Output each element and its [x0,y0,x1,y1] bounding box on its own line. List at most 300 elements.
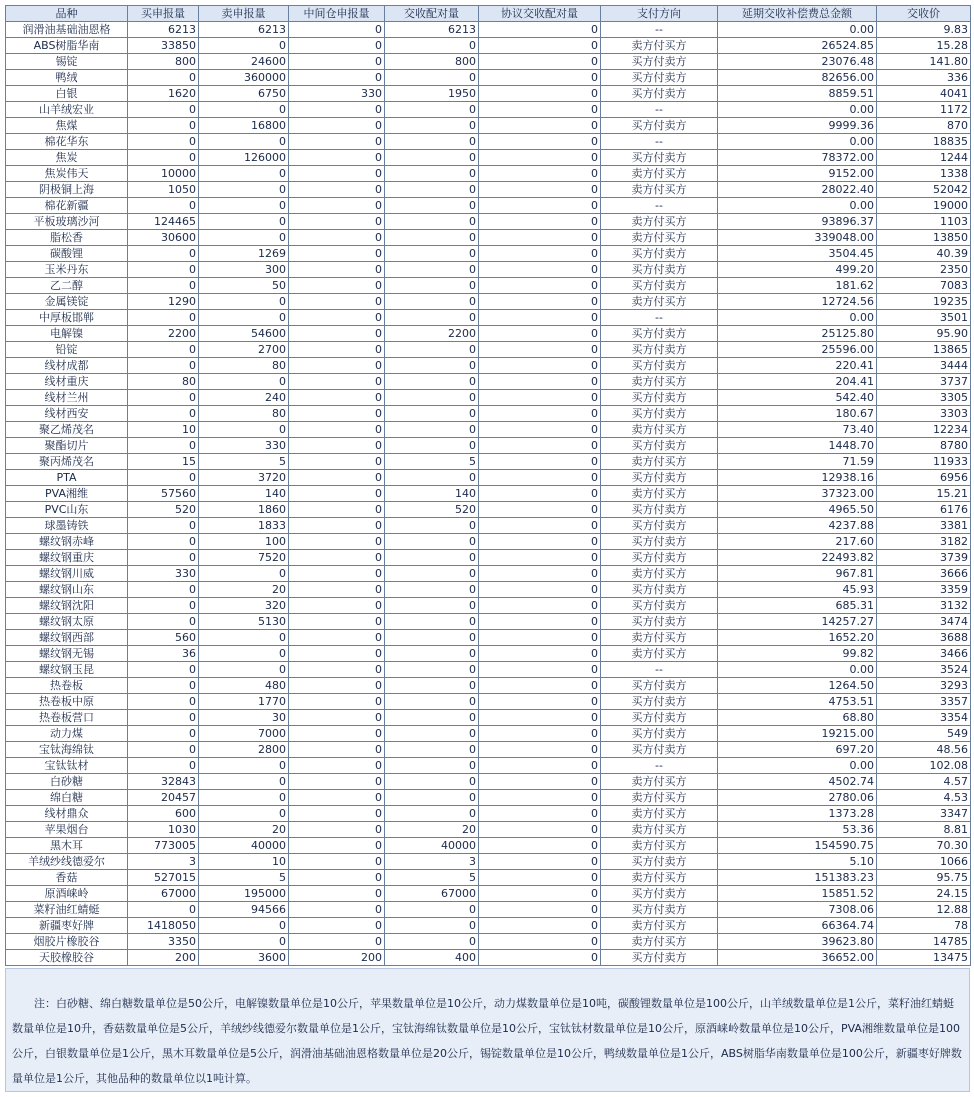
buy-qty-cell: 36 [128,646,199,662]
variety-cell: 螺纹钢玉昆 [6,662,128,678]
compensation-cell: 3504.45 [718,246,877,262]
matched-qty-cell: 0 [385,358,479,374]
buy-qty-cell: 0 [128,710,199,726]
agreement-qty-cell: 0 [479,774,601,790]
table-row [6,774,971,790]
intermediate-qty-cell: 0 [289,694,385,710]
matched-qty-cell: 0 [385,902,479,918]
buy-qty-cell: 0 [128,614,199,630]
buy-qty-cell: 0 [128,102,199,118]
delivery-price-cell: 95.75 [877,870,971,886]
delivery-price-cell: 12234 [877,422,971,438]
intermediate-qty-cell: 0 [289,262,385,278]
agreement-qty-cell: 0 [479,118,601,134]
intermediate-qty-cell: 0 [289,246,385,262]
sell-qty-cell: 0 [199,38,289,54]
intermediate-qty-cell: 0 [289,918,385,934]
compensation-cell: 339048.00 [718,230,877,246]
table-row [6,902,971,918]
sell-qty-cell: 0 [199,790,289,806]
agreement-qty-cell: 0 [479,822,601,838]
agreement-qty-cell: 0 [479,470,601,486]
buy-qty-cell: 520 [128,502,199,518]
intermediate-qty-cell: 0 [289,774,385,790]
agreement-qty-cell: 0 [479,438,601,454]
buy-qty-cell: 20457 [128,790,199,806]
payment-direction-cell: 买方付卖方 [601,150,718,166]
table-row [6,262,971,278]
delivery-price-cell: 13850 [877,230,971,246]
agreement-qty-cell: 0 [479,790,601,806]
delivery-price-cell: 336 [877,70,971,86]
table-row [6,374,971,390]
table-row [6,438,971,454]
variety-cell: 棉花新疆 [6,198,128,214]
agreement-qty-cell: 0 [479,838,601,854]
compensation-cell: 68.80 [718,710,877,726]
sell-qty-cell: 0 [199,662,289,678]
matched-qty-cell: 0 [385,582,479,598]
payment-direction-cell: -- [601,758,718,774]
matched-qty-cell: 0 [385,534,479,550]
compensation-cell: 697.20 [718,742,877,758]
table-row [6,406,971,422]
matched-qty-cell: 0 [385,566,479,582]
matched-qty-cell: 0 [385,390,479,406]
table-row [6,598,971,614]
payment-direction-cell: 卖方付买方 [601,294,718,310]
sell-qty-cell: 80 [199,406,289,422]
sell-qty-cell: 1770 [199,694,289,710]
compensation-cell: 0.00 [718,662,877,678]
payment-direction-cell: 买方付卖方 [601,262,718,278]
sell-qty-cell: 195000 [199,886,289,902]
compensation-cell: 181.62 [718,278,877,294]
variety-cell: 螺纹钢山东 [6,582,128,598]
payment-direction-cell: 卖方付买方 [601,774,718,790]
buy-qty-cell: 0 [128,582,199,598]
table-row [6,694,971,710]
buy-qty-cell: 124465 [128,214,199,230]
delivery-price-cell: 102.08 [877,758,971,774]
table-row [6,566,971,582]
intermediate-qty-cell: 0 [289,854,385,870]
agreement-qty-cell: 0 [479,262,601,278]
table-row [6,534,971,550]
table-row [6,198,971,214]
payment-direction-cell: 买方付卖方 [601,118,718,134]
buy-qty-cell: 3 [128,854,199,870]
table-row [6,86,971,102]
sell-qty-cell: 20 [199,582,289,598]
matched-qty-cell: 0 [385,150,479,166]
delivery-price-cell: 4.57 [877,774,971,790]
compensation-cell: 12724.56 [718,294,877,310]
payment-direction-cell: 买方付卖方 [601,678,718,694]
buy-qty-cell: 527015 [128,870,199,886]
compensation-cell: 542.40 [718,390,877,406]
payment-direction-cell: 买方付卖方 [601,326,718,342]
matched-qty-cell: 0 [385,422,479,438]
compensation-cell: 0.00 [718,758,877,774]
sell-qty-cell: 100 [199,534,289,550]
payment-direction-cell: 买方付卖方 [601,70,718,86]
compensation-cell: 22493.82 [718,550,877,566]
buy-qty-cell: 0 [128,534,199,550]
buy-qty-cell: 0 [128,358,199,374]
intermediate-qty-cell: 0 [289,838,385,854]
col-header-sell-qty: 卖申报量 [199,6,289,22]
buy-qty-cell: 0 [128,694,199,710]
matched-qty-cell: 5 [385,870,479,886]
compensation-cell: 15851.52 [718,886,877,902]
delivery-price-cell: 40.39 [877,246,971,262]
table-row [6,70,971,86]
buy-qty-cell: 0 [128,150,199,166]
matched-qty-cell: 800 [385,54,479,70]
buy-qty-cell: 1030 [128,822,199,838]
buy-qty-cell: 0 [128,470,199,486]
delivery-price-cell: 70.30 [877,838,971,854]
buy-qty-cell: 0 [128,278,199,294]
matched-qty-cell: 0 [385,214,479,230]
payment-direction-cell: 卖方付买方 [601,646,718,662]
delivery-price-cell: 870 [877,118,971,134]
agreement-qty-cell: 0 [479,150,601,166]
intermediate-qty-cell: 0 [289,582,385,598]
buy-qty-cell: 0 [128,726,199,742]
buy-qty-cell: 600 [128,806,199,822]
variety-cell: 宝钛钛材 [6,758,128,774]
sell-qty-cell: 10 [199,854,289,870]
compensation-cell: 0.00 [718,102,877,118]
payment-direction-cell: 卖方付买方 [601,422,718,438]
payment-direction-cell: -- [601,310,718,326]
agreement-qty-cell: 0 [479,166,601,182]
intermediate-qty-cell: 0 [289,54,385,70]
delivery-price-cell: 6956 [877,470,971,486]
matched-qty-cell: 0 [385,790,479,806]
agreement-qty-cell: 0 [479,406,601,422]
payment-direction-cell: 卖方付买方 [601,230,718,246]
table-row [6,886,971,902]
intermediate-qty-cell: 0 [289,646,385,662]
variety-cell: 鸭绒 [6,70,128,86]
payment-direction-cell: 买方付卖方 [601,470,718,486]
delivery-price-cell: 1103 [877,214,971,230]
intermediate-qty-cell: 0 [289,534,385,550]
sell-qty-cell: 94566 [199,902,289,918]
variety-cell: 螺纹钢无锡 [6,646,128,662]
buy-qty-cell: 0 [128,118,199,134]
payment-direction-cell: 卖方付买方 [601,166,718,182]
payment-direction-cell: 卖方付买方 [601,486,718,502]
intermediate-qty-cell: 0 [289,870,385,886]
matched-qty-cell: 0 [385,742,479,758]
variety-cell: 线材成都 [6,358,128,374]
sell-qty-cell: 50 [199,278,289,294]
matched-qty-cell: 0 [385,406,479,422]
buy-qty-cell: 0 [128,342,199,358]
buy-qty-cell: 1290 [128,294,199,310]
matched-qty-cell: 0 [385,934,479,950]
table-row [6,822,971,838]
agreement-qty-cell: 0 [479,502,601,518]
agreement-qty-cell: 0 [479,38,601,54]
sell-qty-cell: 16800 [199,118,289,134]
agreement-qty-cell: 0 [479,294,601,310]
agreement-qty-cell: 0 [479,326,601,342]
delivery-price-cell: 1066 [877,854,971,870]
buy-qty-cell: 0 [128,70,199,86]
payment-direction-cell: -- [601,198,718,214]
compensation-cell: 28022.40 [718,182,877,198]
compensation-cell: 45.93 [718,582,877,598]
payment-direction-cell: 买方付卖方 [601,54,718,70]
variety-cell: 螺纹钢赤峰 [6,534,128,550]
payment-direction-cell: 买方付卖方 [601,438,718,454]
variety-cell: 原酒崃岭 [6,886,128,902]
payment-direction-cell: 买方付卖方 [601,358,718,374]
delivery-price-cell: 11933 [877,454,971,470]
compensation-cell: 0.00 [718,198,877,214]
table-row [6,550,971,566]
variety-cell: 中厚板邯郸 [6,310,128,326]
agreement-qty-cell: 0 [479,54,601,70]
matched-qty-cell: 0 [385,630,479,646]
buy-qty-cell: 30600 [128,230,199,246]
payment-direction-cell: -- [601,134,718,150]
delivery-price-cell: 4.53 [877,790,971,806]
payment-direction-cell: 买方付卖方 [601,550,718,566]
delivery-price-cell: 7083 [877,278,971,294]
matched-qty-cell: 0 [385,518,479,534]
intermediate-qty-cell: 0 [289,118,385,134]
intermediate-qty-cell: 0 [289,886,385,902]
variety-cell: 热卷板 [6,678,128,694]
delivery-price-cell: 48.56 [877,742,971,758]
delivery-price-cell: 1338 [877,166,971,182]
payment-direction-cell: 买方付卖方 [601,614,718,630]
buy-qty-cell: 773005 [128,838,199,854]
intermediate-qty-cell: 0 [289,22,385,38]
payment-direction-cell: 卖方付买方 [601,38,718,54]
buy-qty-cell: 33850 [128,38,199,54]
delivery-price-cell: 6176 [877,502,971,518]
intermediate-qty-cell: 0 [289,438,385,454]
sell-qty-cell: 20 [199,822,289,838]
delivery-price-cell: 3182 [877,534,971,550]
delivery-price-cell: 141.80 [877,54,971,70]
compensation-cell: 12938.16 [718,470,877,486]
intermediate-qty-cell: 0 [289,182,385,198]
payment-direction-cell: 买方付卖方 [601,342,718,358]
intermediate-qty-cell: 0 [289,214,385,230]
delivery-price-cell: 3688 [877,630,971,646]
table-row [6,326,971,342]
intermediate-qty-cell: 0 [289,70,385,86]
intermediate-qty-cell: 0 [289,198,385,214]
variety-cell: 金属镁锭 [6,294,128,310]
intermediate-qty-cell: 0 [289,134,385,150]
col-header-compensation-total: 延期交收补偿费总金额 [718,6,877,22]
delivery-price-cell: 3739 [877,550,971,566]
variety-cell: 热卷板中原 [6,694,128,710]
agreement-qty-cell: 0 [479,630,601,646]
agreement-qty-cell: 0 [479,742,601,758]
matched-qty-cell: 0 [385,726,479,742]
variety-cell: 宝钛海绵钛 [6,742,128,758]
variety-cell: 铅锭 [6,342,128,358]
matched-qty-cell: 0 [385,38,479,54]
sell-qty-cell: 0 [199,934,289,950]
agreement-qty-cell: 0 [479,694,601,710]
intermediate-qty-cell: 0 [289,742,385,758]
delivery-price-cell: 24.15 [877,886,971,902]
buy-qty-cell: 200 [128,950,199,966]
table-row [6,278,971,294]
compensation-cell: 93896.37 [718,214,877,230]
variety-cell: 热卷板营口 [6,710,128,726]
sell-qty-cell: 0 [199,374,289,390]
variety-cell: 阴极铜上海 [6,182,128,198]
agreement-qty-cell: 0 [479,230,601,246]
variety-cell: 润滑油基础油恩格 [6,22,128,38]
sell-qty-cell: 0 [199,422,289,438]
variety-cell: 菜籽油红蜻蜓 [6,902,128,918]
buy-qty-cell: 15 [128,454,199,470]
variety-cell: 碳酸锂 [6,246,128,262]
variety-cell: 玉米丹东 [6,262,128,278]
table-row [6,918,971,934]
compensation-cell: 4753.51 [718,694,877,710]
intermediate-qty-cell: 0 [289,678,385,694]
sell-qty-cell: 40000 [199,838,289,854]
buy-qty-cell: 2200 [128,326,199,342]
payment-direction-cell: 卖方付买方 [601,822,718,838]
matched-qty-cell: 5 [385,454,479,470]
matched-qty-cell: 0 [385,102,479,118]
compensation-cell: 220.41 [718,358,877,374]
variety-cell: 动力煤 [6,726,128,742]
agreement-qty-cell: 0 [479,198,601,214]
agreement-qty-cell: 0 [479,582,601,598]
compensation-cell: 4965.50 [718,502,877,518]
variety-cell: PTA [6,470,128,486]
intermediate-qty-cell: 0 [289,726,385,742]
sell-qty-cell: 320 [199,598,289,614]
agreement-qty-cell: 0 [479,806,601,822]
table-row [6,838,971,854]
buy-qty-cell: 0 [128,438,199,454]
agreement-qty-cell: 0 [479,22,601,38]
compensation-cell: 204.41 [718,374,877,390]
table-row [6,678,971,694]
variety-cell: 山羊绒宏业 [6,102,128,118]
delivery-price-cell: 3474 [877,614,971,630]
variety-cell: 焦煤 [6,118,128,134]
matched-qty-cell: 0 [385,182,479,198]
payment-direction-cell: 卖方付买方 [601,214,718,230]
delivery-price-cell: 95.90 [877,326,971,342]
buy-qty-cell: 0 [128,758,199,774]
payment-direction-cell: 买方付卖方 [601,582,718,598]
payment-direction-cell: 买方付卖方 [601,854,718,870]
compensation-cell: 26524.85 [718,38,877,54]
agreement-qty-cell: 0 [479,758,601,774]
agreement-qty-cell: 0 [479,614,601,630]
compensation-cell: 180.67 [718,406,877,422]
table-row [6,358,971,374]
delivery-price-cell: 2350 [877,262,971,278]
col-header-intermediate-qty: 中间仓申报量 [289,6,385,22]
buy-qty-cell: 0 [128,406,199,422]
intermediate-qty-cell: 0 [289,38,385,54]
intermediate-qty-cell: 0 [289,310,385,326]
sell-qty-cell: 6750 [199,86,289,102]
compensation-cell: 2780.06 [718,790,877,806]
sell-qty-cell: 2700 [199,342,289,358]
table-row [6,342,971,358]
matched-qty-cell: 0 [385,598,479,614]
intermediate-qty-cell: 0 [289,406,385,422]
compensation-cell: 36652.00 [718,950,877,966]
table-row [6,854,971,870]
table-row [6,22,971,38]
delivery-price-cell: 8.81 [877,822,971,838]
col-header-payment-direction: 支付方向 [601,6,718,22]
table-row [6,582,971,598]
matched-qty-cell: 0 [385,278,479,294]
matched-qty-cell: 0 [385,694,479,710]
buy-qty-cell: 67000 [128,886,199,902]
intermediate-qty-cell: 0 [289,614,385,630]
table-row [6,662,971,678]
matched-qty-cell: 0 [385,758,479,774]
unit-note: 注：白砂糖、绵白糖数量单位是50公斤，电解镍数量单位是10公斤，苹果数量单位是10公斤，动力煤数量单位是10吨，碳酸锂数量单位是100公斤，山羊绒数量单位是1公斤，菜籽油红蜻蜓数量单位是10升，香菇数量单位是5公斤，羊绒纱线德爱尔数量单位是1公斤，宝钛海绵钛数量单位是10公斤，宝钛钛材数量单位是10公斤，原酒崃岭数量单位是10公斤，PVA湘维数量单位是100公斤，白银数量单位是1公斤，黑木耳数量单位是5公斤，润滑油基础油恩格数量单位是20公斤，锡锭数量单位是10公斤，鸭绒数量单位是1公斤，ABS树脂华南数量单位是100公斤，新疆枣好牌数量单位是1公斤，其他品种的数量单位以1吨计算。 [5,968,970,1092]
intermediate-qty-cell: 0 [289,630,385,646]
compensation-cell: 66364.74 [718,918,877,934]
compensation-cell: 1652.20 [718,630,877,646]
payment-direction-cell: -- [601,22,718,38]
delivery-price-cell: 13475 [877,950,971,966]
table-body [6,22,971,966]
delivery-price-cell: 3737 [877,374,971,390]
intermediate-qty-cell: 0 [289,390,385,406]
variety-cell: PVC山东 [6,502,128,518]
delivery-price-cell: 3354 [877,710,971,726]
agreement-qty-cell: 0 [479,534,601,550]
table-row [6,102,971,118]
buy-qty-cell: 330 [128,566,199,582]
delivery-price-cell: 4041 [877,86,971,102]
agreement-qty-cell: 0 [479,550,601,566]
sell-qty-cell: 1860 [199,502,289,518]
matched-qty-cell: 0 [385,438,479,454]
delivery-price-cell: 15.21 [877,486,971,502]
agreement-qty-cell: 0 [479,678,601,694]
sell-qty-cell: 0 [199,214,289,230]
compensation-cell: 19215.00 [718,726,877,742]
table-row [6,422,971,438]
sell-qty-cell: 5 [199,870,289,886]
matched-qty-cell: 0 [385,662,479,678]
agreement-qty-cell: 0 [479,870,601,886]
sell-qty-cell: 0 [199,758,289,774]
col-header-buy-qty: 买申报量 [128,6,199,22]
matched-qty-cell: 3 [385,854,479,870]
table-row [6,246,971,262]
